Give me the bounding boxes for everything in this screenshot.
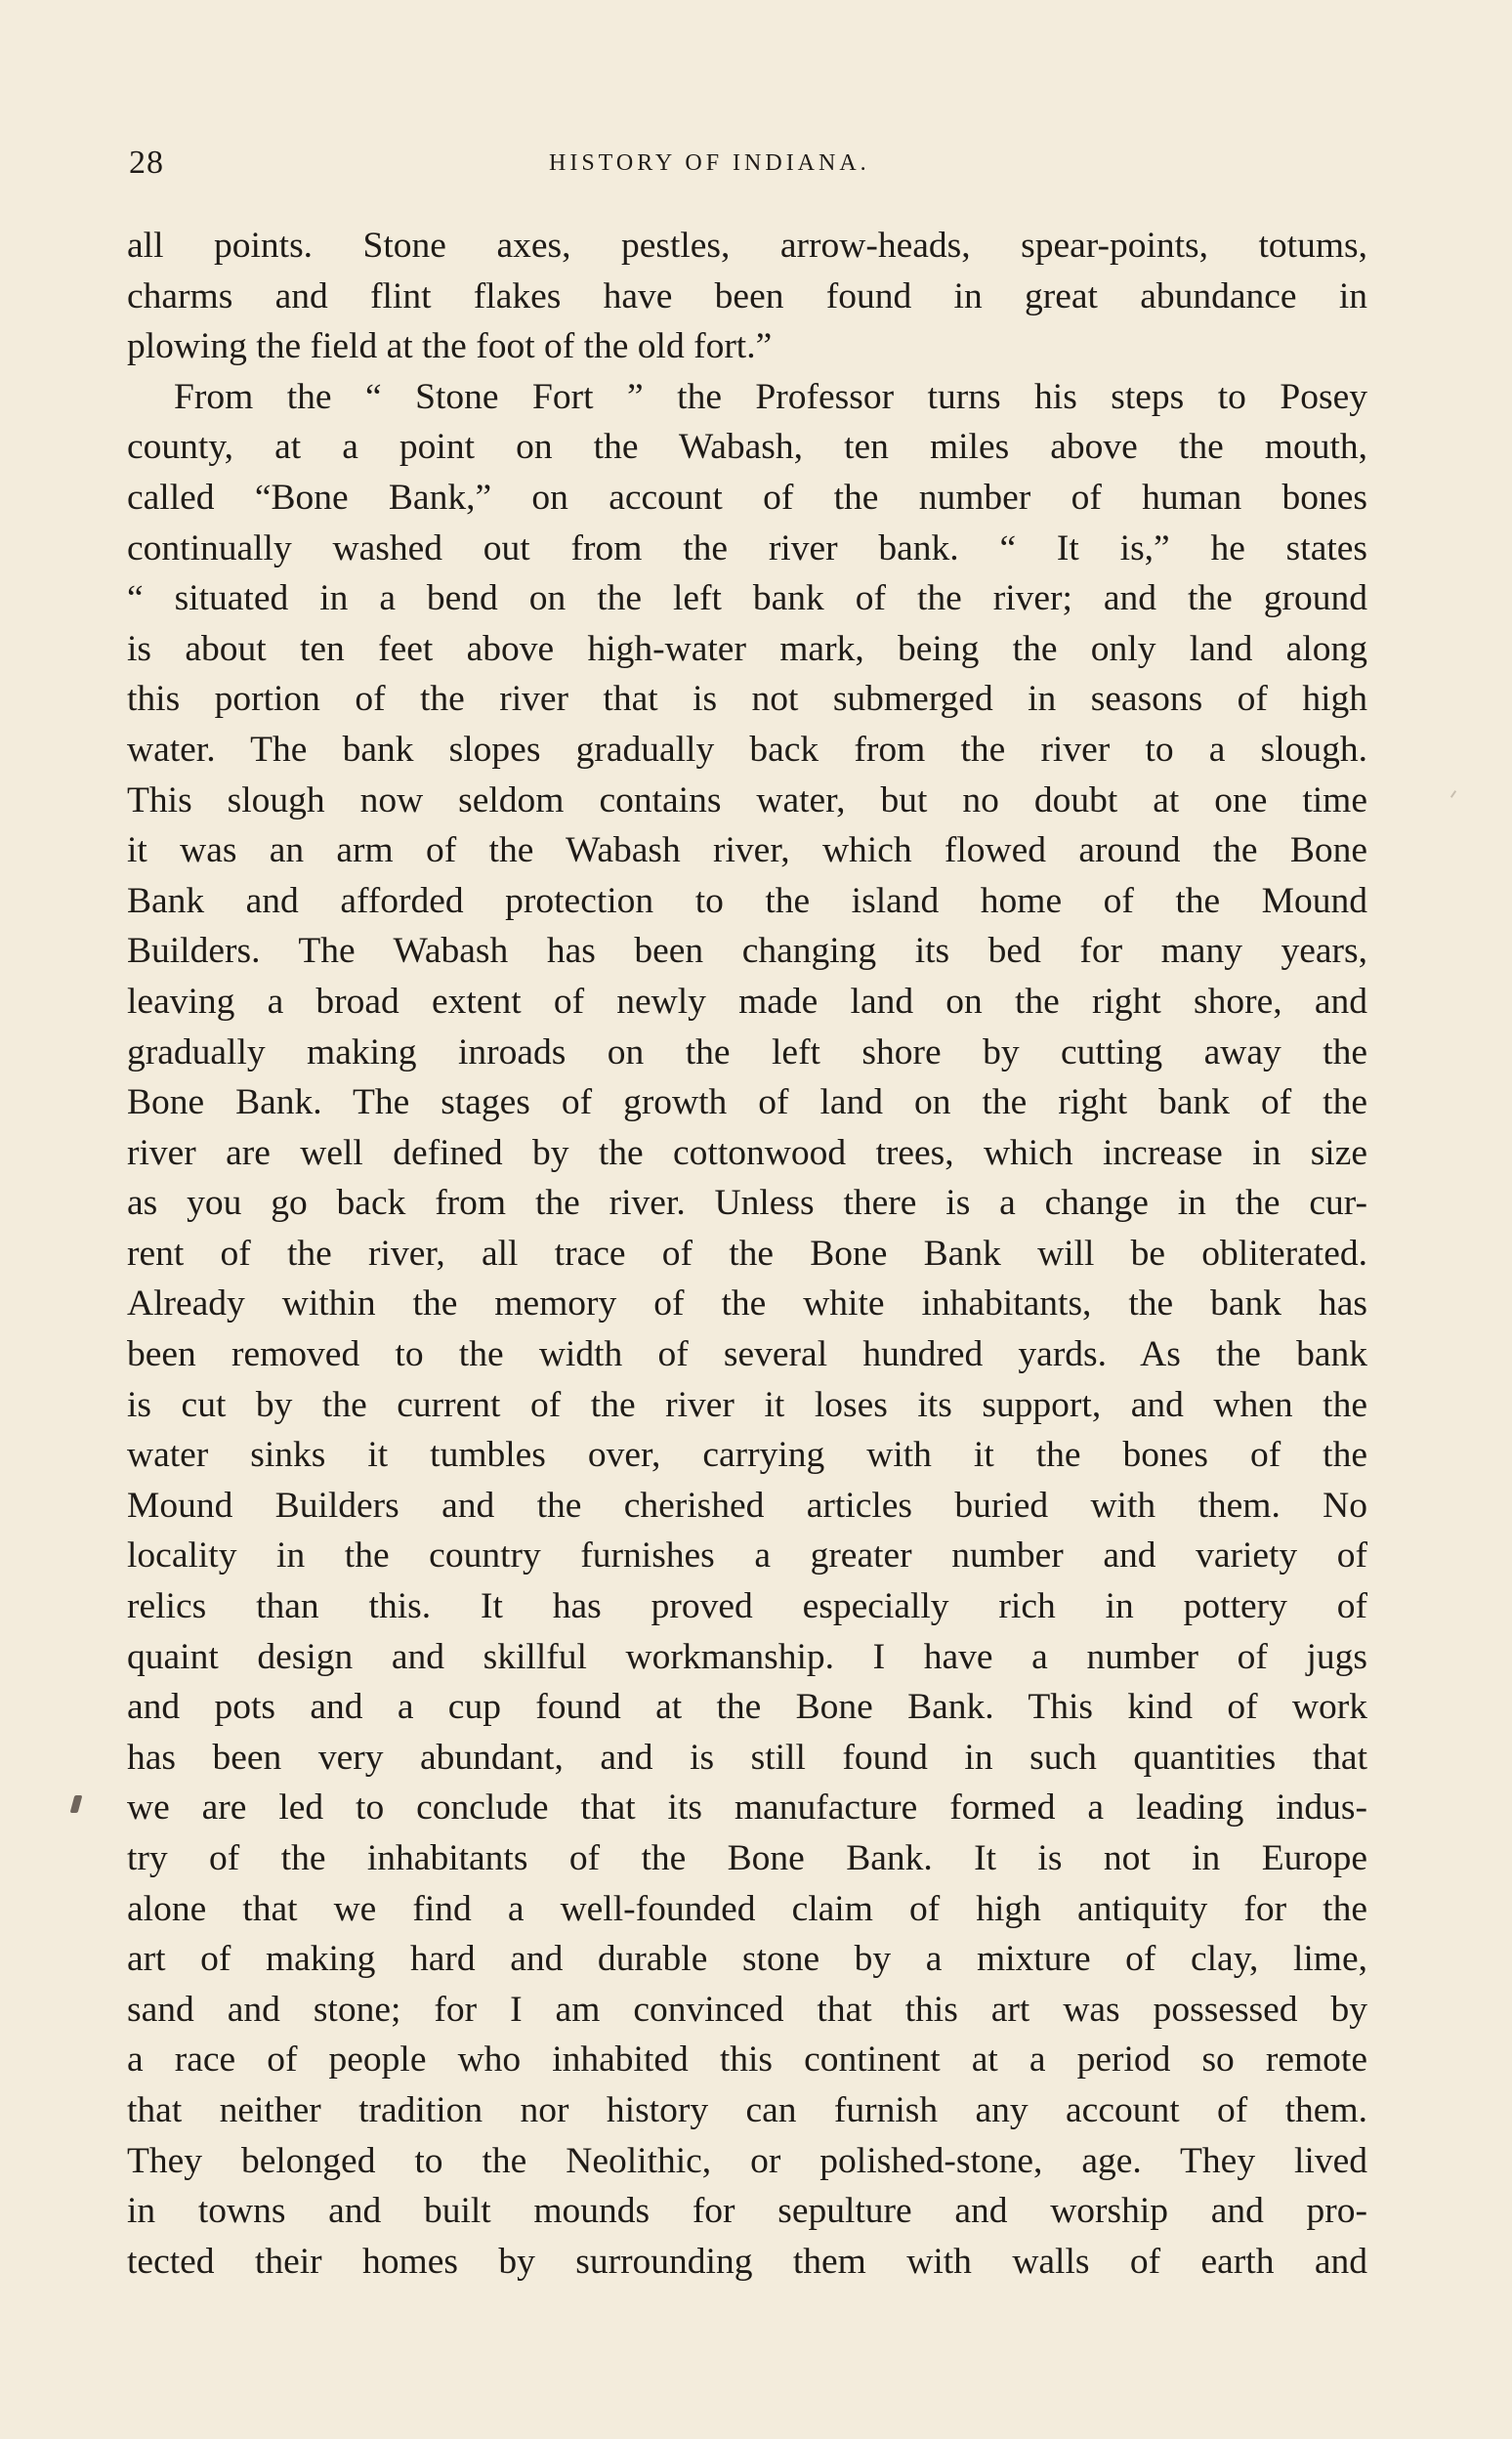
text-line: this portion of the river that is not submerged in seasons of high (127, 679, 1367, 720)
text-line: called “Bone Bank,” on account of the number of human bones (127, 477, 1367, 518)
text-line: This slough now seldom contains water, but no doubt at one time (127, 779, 1367, 820)
text-line: From the “ Stone Fort ” the Professor turns his steps to Posey (174, 376, 1367, 417)
text-line: Bone Bank. The stages of growth of land on the right bank of the (127, 1082, 1367, 1123)
text-line: art of making hard and durable stone by a mixture of clay, lime, (127, 1939, 1367, 1980)
text-line: alone that we find a well-founded claim of high antiquity for the (127, 1888, 1367, 1929)
text-line: and pots and a cup found at the Bone Bank. This kind of work (127, 1687, 1367, 1728)
page-header (129, 145, 1369, 188)
text-line: relics than this. It has proved especially rich in pottery of (127, 1586, 1367, 1627)
text-line: try of the inhabitants of the Bone Bank. It is not in Europe (127, 1838, 1367, 1878)
body-text (127, 221, 1367, 2287)
text-line: water. The bank slopes gradually back from the river to a slough. (127, 729, 1367, 770)
paper-speck (1450, 790, 1456, 798)
text-line: a race of people who inhabited this continent at a period so remote (127, 2040, 1367, 2081)
text-line: They belonged to the Neolithic, or polished-stone, age. They lived (127, 2140, 1367, 2181)
text-line: Builders. The Wabash has been changing its bed for many years, (127, 931, 1367, 972)
text-line: charms and flint flakes have been found in great abundance in (127, 275, 1367, 316)
text-line: it was an arm of the Wabash river, which flowed around the Bone (127, 830, 1367, 871)
text-line: Already within the memory of the white inhabitants, the bank has (127, 1283, 1367, 1325)
text-line: has been very abundant, and is still found in such quantities that (127, 1737, 1367, 1778)
text-line: all points. Stone axes, pestles, arrow-heads, spear-points, totums, (127, 226, 1367, 266)
text-line: gradually making inroads on the left shore by cutting away the (127, 1031, 1367, 1072)
page-number: 28 (129, 145, 164, 181)
running-head: HISTORY OF INDIANA. (549, 150, 870, 176)
text-line: rent of the river, all trace of the Bone Bank will be obliterated. (127, 1233, 1367, 1274)
text-line: been removed to the width of several hundred yards. As the bank (127, 1334, 1367, 1375)
text-line: we are led to conclude that its manufacture formed a leading indus- (127, 1787, 1367, 1829)
text-line: river are well defined by the cottonwood trees, which increase in size (127, 1132, 1367, 1173)
text-line: Bank and afforded protection to the island home of the Mound (127, 880, 1367, 921)
text-line: in towns and built mounds for sepulture and worship and pro- (127, 2191, 1367, 2232)
text-line: that neither tradition nor history can furnish any account of them. (127, 2089, 1367, 2130)
text-line: water sinks it tumbles over, carrying with it the bones of the (127, 1435, 1367, 1476)
text-line: locality in the country furnishes a greater number and variety of (127, 1535, 1367, 1577)
text-line: “ situated in a bend on the left bank of the river; and the ground (127, 578, 1367, 619)
text-line: is about ten feet above high-water mark, being the only land along (127, 628, 1367, 669)
text-line: continually washed out from the river bank. “ It is,” he states (127, 527, 1367, 568)
margin-mark (70, 1795, 83, 1813)
text-line: sand and stone; for I am convinced that this art was possessed by (127, 1989, 1367, 2030)
text-line: Mound Builders and the cherished articles buried with them. No (127, 1485, 1367, 1526)
text-line: as you go back from the river. Unless there is a change in the cur- (127, 1183, 1367, 1224)
text-line: quaint design and skillful workmanship. I have a number of jugs (127, 1636, 1367, 1677)
text-line: tected their homes by surrounding them with walls of earth and (127, 2241, 1367, 2282)
text-line: plowing the field at the foot of the old fort.” (127, 326, 773, 367)
text-line: leaving a broad extent of newly made land on the right shore, and (127, 981, 1367, 1022)
text-line: county, at a point on the Wabash, ten miles above the mouth, (127, 427, 1367, 468)
text-line: is cut by the current of the river it loses its support, and when the (127, 1384, 1367, 1425)
